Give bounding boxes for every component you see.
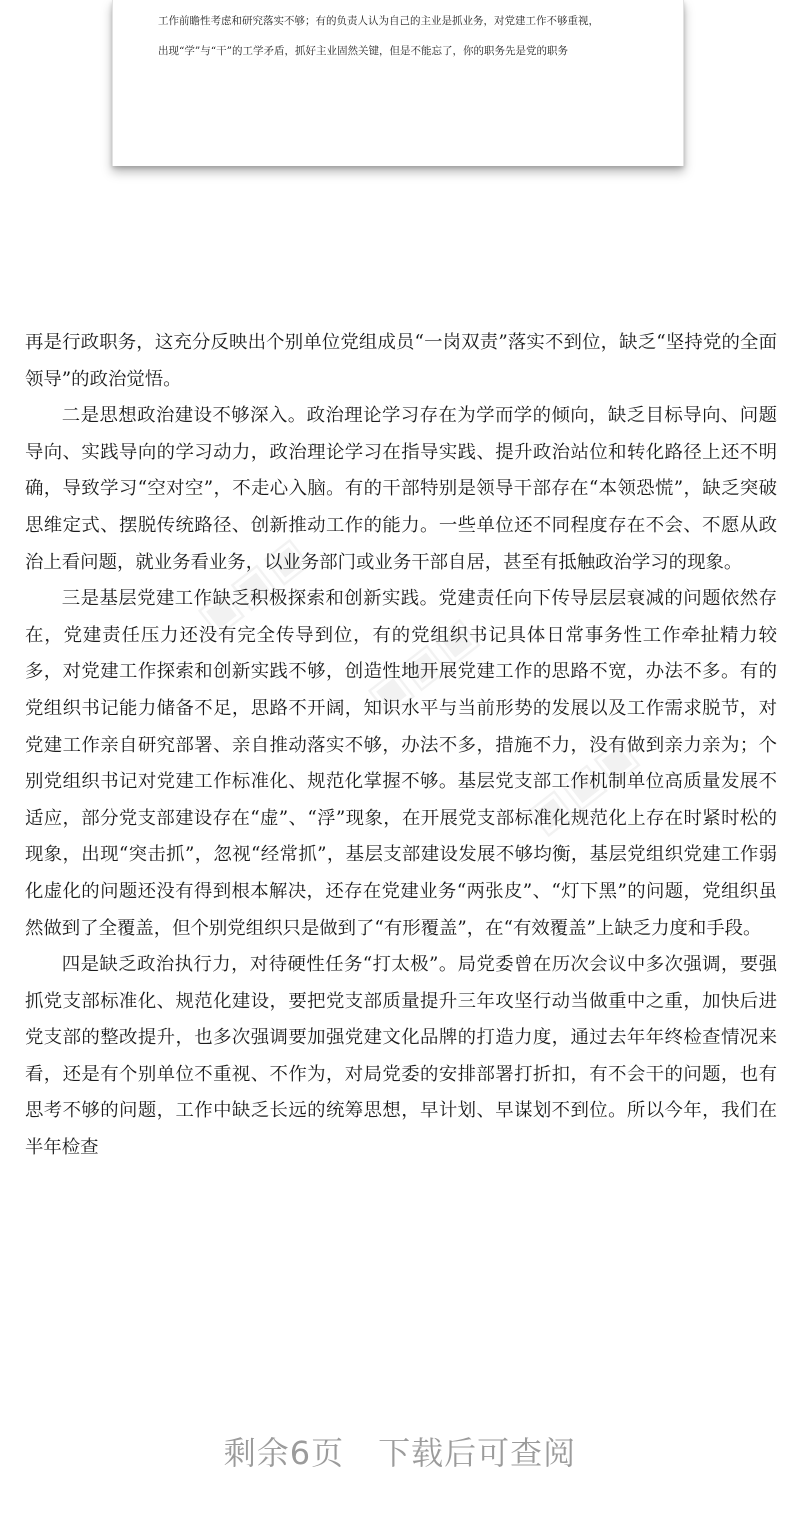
download-prompt[interactable] — [0, 1428, 800, 1474]
document-body — [25, 325, 777, 1167]
paragraph-continuation: 再是行政职务，这充分反映出个别单位党组成员“一岗双责”落实不到位，缺乏“坚持党的全面领导”的政治觉悟。 — [25, 332, 777, 390]
watermark-mark: ▣▣▣ — [357, 607, 488, 724]
paragraph-ideological-building: 二是思想政治建设不够深入。政治理论学习存在为学而学的倾向，缺乏目标导向、问题导向、实践导向的学习动力，政治理论学习在指导实践、提升政治站位和转化路径上还不明确，导致学习“空对空”，不走心入脑。有的干部特别是领导干部存在“本领恐慌”，缺乏突破思维定式、摆脱传统路径、创新推动工作的能力。一些单位还不同程度存在不会、不愿从政治上看问题，就业务看业务，以业务部门或业务干部自居，甚至有抵触政治学习的现象。 — [25, 405, 777, 573]
watermark-mark: ▣▣▣ — [187, 527, 318, 644]
paragraph-grassroots-party-building: 三是基层党建工作缺乏积极探索和创新实践。党建责任向下传导层层衰减的问题依然存在，党建责任压力还没有完全传导到位，有的党组织书记具体日常事务性工作牵扯精力较多，对党建工作探索和创新实践不够，创造性地开展党建工作的思路不宽，办法不多。有的党组织书记能力储备不足，思路不开阔，知识水平与当前形势的发展以及工作需求脱节，对党建工作亲自研究部署、亲自推动落实不够，办法不多，措施不力，没有做到亲力亲为；个别党组织书记对党建工作标准化、规范化掌握不够。基层党支部工作机制单位高质量发展不适应，部分党支部建设存在“虚”、“浮”现象，在开展党支部标准化规范化上存在时紧时松的现象，出现“突击抓”，忽视“经常抓”，基层支部建设发展不够均衡，基层党组织党建工作弱化虚化的问题还没有得到根本解决，还存在党建业务“两张皮”、“灯下黑”的问题，党组织虽然做到了全覆盖，但个别党组织只是做到了“有形覆盖”，在“有效覆盖”上缺乏力度和手段。 — [25, 588, 777, 939]
download-hint-label: 下载后可查阅 — [378, 1434, 577, 1472]
document-preview-card — [112, 0, 684, 166]
remaining-pages-label: 剩余6页 — [223, 1434, 345, 1472]
watermark-mark: ▣▣▣ — [517, 727, 648, 844]
preview-line-1: 工作前瞻性考虑和研究落实不够；有的负责人认为自己的主业是抓业务，对党建工作不够重视， — [158, 15, 599, 27]
paragraph-political-execution: 四是缺乏政治执行力，对待硬性任务“打太极”。局党委曾在历次会议中多次强调，要强抓党支部标准化、规范化建设，要把党支部质量提升三年攻坚行动当做重中之重，加快后进党支部的整改提升，也多次强调要加强党建文化品牌的打造力度，通过去年年终检查情况来看，还是有个别单位不重视、不作为，对局党委的安排部署打折扣，有不会干的问题，也有思考不够的问题，工作中缺乏长远的统筹思想，早计划、早谋划不到位。所以今年，我们在半年检查 — [25, 954, 777, 1159]
preview-line-2: 出现“学”与“干”的工学矛盾，抓好主业固然关键，但是不能忘了，你的职务先是党的职务 — [158, 45, 568, 57]
